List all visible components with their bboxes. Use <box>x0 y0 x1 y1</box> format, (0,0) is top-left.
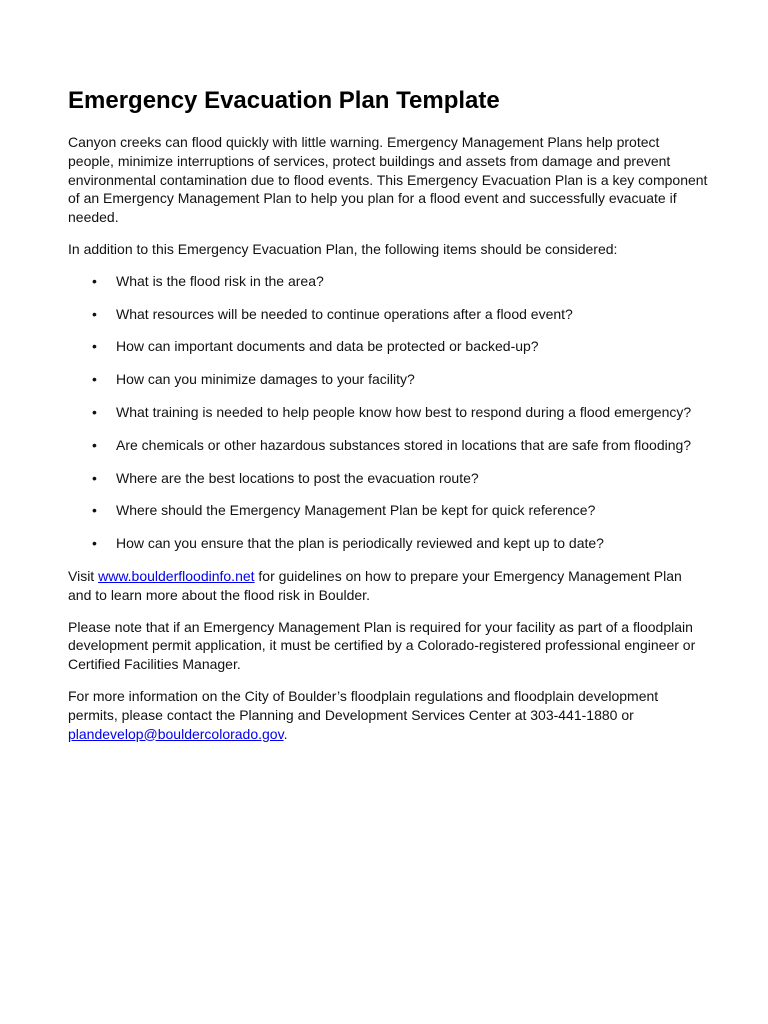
list-item-text: Where should the Emergency Management Plan be kept for quick reference? <box>116 502 596 519</box>
bullet-icon: • <box>92 305 97 322</box>
list-item-text: How can you ensure that the plan is periodically reviewed and kept up to date? <box>116 535 604 552</box>
list-item <box>68 272 708 291</box>
list-item-text: What resources will be needed to continue operations after a flood event? <box>116 305 573 322</box>
list-item <box>68 469 708 488</box>
list-item-text: What training is needed to help people know how best to respond during a flood emergency? <box>116 403 692 420</box>
contact-paragraph <box>68 687 708 743</box>
list-item-text: How can important documents and data be protected or backed-up? <box>116 338 539 355</box>
list-item <box>68 534 708 553</box>
list-item-text: What is the flood risk in the area? <box>116 272 324 289</box>
considerations-intro: In addition to this Emergency Evacuation Plan, the following items should be considered: <box>68 240 618 257</box>
intro-paragraph: Canyon creeks can flood quickly with little warning. Emergency Management Plans help protect people, minimize interruptions of services, protect buildings and assets from damage and prevent environmental contamination due to flood events. This Emergency Evacuation Plan is a key component of an Emergency Management Plan to help you plan for a flood event and successfully evacuate if needed. <box>68 134 708 226</box>
certification-paragraph: Please note that if an Emergency Management Plan is required for your facility as part of a floodplain development permit application, it must be certified by a Colorado-registered professional engineer or Certified Facilities Manager. <box>68 618 696 673</box>
list-item <box>68 436 708 455</box>
list-item <box>68 305 708 324</box>
bullet-icon: • <box>92 371 97 388</box>
list-item-text: How can you minimize damages to your facility? <box>116 371 415 388</box>
list-item <box>68 501 708 520</box>
considerations-list <box>68 272 708 553</box>
document-title: Emergency Evacuation Plan Template <box>68 87 500 114</box>
bullet-icon: • <box>92 469 97 486</box>
list-item <box>68 370 708 389</box>
bullet-icon: • <box>92 535 97 552</box>
visit-suffix: for guidelines on how to prepare your Emergency Management Plan and to learn more about the flood risk in Boulder. <box>68 567 682 603</box>
bullet-icon: • <box>92 436 97 453</box>
list-item-text: Are chemicals or other hazardous substances stored in locations that are safe from flooding? <box>116 436 692 453</box>
bullet-icon: • <box>92 338 97 355</box>
bullet-icon: • <box>92 403 97 420</box>
visit-prefix: Visit <box>68 567 99 584</box>
list-item <box>68 337 708 356</box>
email-link[interactable]: plandevelop@bouldercolorado.gov <box>68 725 284 742</box>
contact-suffix: . <box>283 725 288 742</box>
list-item <box>68 403 708 422</box>
list-item-text: Where are the best locations to post the evacuation route? <box>116 469 479 486</box>
bullet-icon: • <box>92 502 97 519</box>
visit-paragraph <box>68 567 708 605</box>
document-page <box>68 86 708 756</box>
bullet-icon: • <box>92 272 97 289</box>
contact-text: For more information on the City of Boulder’s floodplain regulations and floodplain development permits, please contact the Planning and Development Services Center at 303-441-1880 or <box>68 687 659 723</box>
boulderfloodinfo-link[interactable]: www.boulderfloodinfo.net <box>98 567 255 584</box>
